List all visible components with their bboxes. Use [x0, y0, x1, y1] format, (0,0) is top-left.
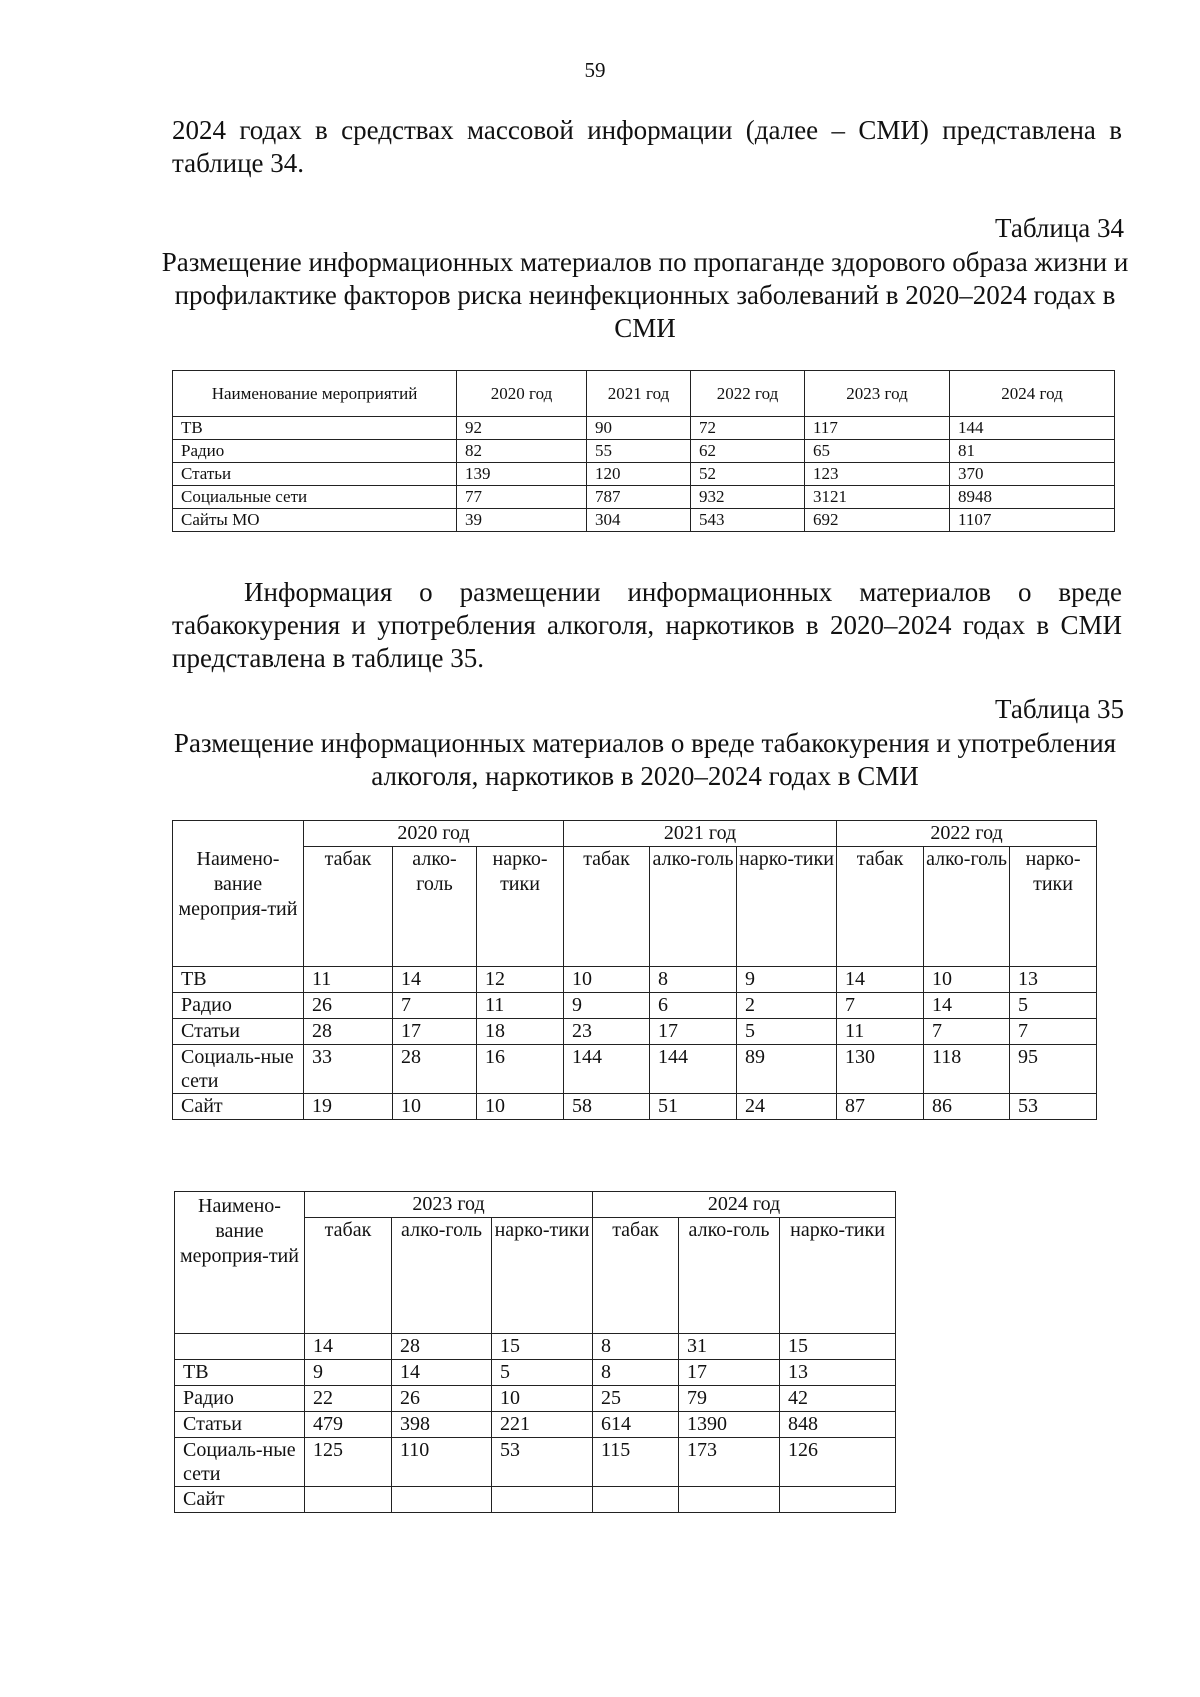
table35-subheader: табак — [564, 847, 650, 967]
table-cell: 9 — [737, 967, 837, 993]
table-cell: Социаль-ные сети — [175, 1438, 305, 1487]
table-cell — [175, 1334, 305, 1360]
table-cell: 10 — [564, 967, 650, 993]
table35-part1 — [172, 820, 1097, 1120]
table-cell: 10 — [477, 1094, 564, 1120]
table-cell: 144 — [650, 1045, 737, 1094]
table-cell: 13 — [1010, 967, 1097, 993]
table-cell: 14 — [392, 1360, 492, 1386]
table-cell: 117 — [805, 417, 950, 440]
table-cell: Радио — [173, 993, 304, 1019]
table-cell: 848 — [780, 1412, 896, 1438]
table-cell: 82 — [457, 440, 587, 463]
table-cell: 53 — [1010, 1094, 1097, 1120]
table-cell: 123 — [805, 463, 950, 486]
table-cell: 26 — [304, 993, 393, 1019]
table-cell — [305, 1487, 392, 1513]
table34-header-row — [173, 371, 1115, 417]
table-cell: 7 — [837, 993, 924, 1019]
table-cell: 72 — [691, 417, 805, 440]
table-cell: 8 — [593, 1334, 679, 1360]
table-cell: 1107 — [950, 509, 1115, 532]
table-cell: 932 — [691, 486, 805, 509]
table-cell: 87 — [837, 1094, 924, 1120]
table35-year-header: 2020 год — [304, 821, 564, 847]
table-cell: 120 — [587, 463, 691, 486]
table-cell: Сайт — [175, 1487, 305, 1513]
table-cell: 15 — [780, 1334, 896, 1360]
table-cell: 11 — [304, 967, 393, 993]
table35-subheader: табак — [305, 1218, 392, 1334]
table35-year-header: 2022 год — [837, 821, 1097, 847]
table35-subheader: алко-голь — [393, 847, 477, 967]
table-cell: 79 — [679, 1386, 780, 1412]
table35-subheader: табак — [837, 847, 924, 967]
table35-subheader: табак — [593, 1218, 679, 1334]
table35-label: Таблица 35 — [995, 694, 1124, 724]
table-cell: 1390 — [679, 1412, 780, 1438]
table34-title: Размещение информационных материалов по пропаганде здорового образа жизни и профилактике факторов риска неинфекционных заболеваний в 2020–2024 годах в СМИ — [161, 247, 1129, 343]
table-cell: 39 — [457, 509, 587, 532]
table-cell: 52 — [691, 463, 805, 486]
table34-label: Таблица 34 — [995, 213, 1124, 243]
table-cell: 125 — [305, 1438, 392, 1487]
table34-header-cell: 2022 год — [691, 371, 805, 417]
table35-subheader-row — [173, 847, 1097, 967]
table-cell: 95 — [1010, 1045, 1097, 1094]
table-cell: 110 — [392, 1438, 492, 1487]
table-cell: 221 — [492, 1412, 593, 1438]
table-cell: ТВ — [175, 1360, 305, 1386]
table35-subheader: алко-голь — [392, 1218, 492, 1334]
table-row — [173, 417, 1115, 440]
table35-title: Размещение информационных материалов о вреде табакокурения и употребления алкоголя, наркотиков в 2020–2024 годах в СМИ — [173, 728, 1117, 791]
table-cell: 28 — [392, 1334, 492, 1360]
table-cell: 126 — [780, 1438, 896, 1487]
table-cell: Сайты МО — [173, 509, 457, 532]
table-cell: 51 — [650, 1094, 737, 1120]
table34-header-cell: 2024 год — [950, 371, 1115, 417]
table-row — [173, 440, 1115, 463]
table35-year-header: 2021 год — [564, 821, 837, 847]
table-cell: 7 — [1010, 1019, 1097, 1045]
table-cell: 58 — [564, 1094, 650, 1120]
middle-paragraph: Информация о размещении информационных материалов о вреде табакокурения и употребления алкоголя, наркотиков в 2020–2024 годах в СМИ представлена в таблице 35. — [172, 577, 1122, 673]
table-cell: 55 — [587, 440, 691, 463]
table-cell: 25 — [593, 1386, 679, 1412]
table35-subheader: нарко-тики — [1010, 847, 1097, 967]
table-cell — [492, 1487, 593, 1513]
table-row — [173, 1045, 1097, 1094]
table35-subheader: табак — [304, 847, 393, 967]
table35-year-header: 2024 год — [593, 1192, 896, 1218]
table-cell: 139 — [457, 463, 587, 486]
table-cell: 370 — [950, 463, 1115, 486]
table-cell: 33 — [304, 1045, 393, 1094]
table-cell: 2 — [737, 993, 837, 1019]
table-cell — [780, 1487, 896, 1513]
table-cell: 11 — [477, 993, 564, 1019]
page-number: 59 — [584, 58, 606, 82]
table-cell: 22 — [305, 1386, 392, 1412]
table-cell: 5 — [737, 1019, 837, 1045]
table-row — [175, 1386, 896, 1412]
table-cell: 81 — [950, 440, 1115, 463]
table-cell: 10 — [924, 967, 1010, 993]
table-cell: 9 — [305, 1360, 392, 1386]
table34 — [172, 370, 1115, 532]
table-cell — [392, 1487, 492, 1513]
table35-part2 — [174, 1191, 896, 1513]
table-cell: 14 — [837, 967, 924, 993]
table-cell: 8 — [650, 967, 737, 993]
table-cell: 89 — [737, 1045, 837, 1094]
table-cell: 23 — [564, 1019, 650, 1045]
table-row — [173, 486, 1115, 509]
table-cell — [679, 1487, 780, 1513]
table35-name-header: Наимено-вание мероприя-тий — [175, 1192, 305, 1334]
table-cell: 398 — [392, 1412, 492, 1438]
table-cell: 173 — [679, 1438, 780, 1487]
table-cell: 65 — [805, 440, 950, 463]
table-cell: Радио — [175, 1386, 305, 1412]
table-cell: 17 — [393, 1019, 477, 1045]
table-row — [175, 1412, 896, 1438]
table-cell: 26 — [392, 1386, 492, 1412]
table-cell: 19 — [304, 1094, 393, 1120]
table-cell: 14 — [305, 1334, 392, 1360]
table-cell: 543 — [691, 509, 805, 532]
table35-subheader: алко-голь — [650, 847, 737, 967]
table-cell: 5 — [1010, 993, 1097, 1019]
table-cell — [593, 1487, 679, 1513]
table-cell: 7 — [393, 993, 477, 1019]
table-cell: 86 — [924, 1094, 1010, 1120]
table-cell: 12 — [477, 967, 564, 993]
table-cell: 10 — [492, 1386, 593, 1412]
table-row — [173, 1019, 1097, 1045]
table-cell: 479 — [305, 1412, 392, 1438]
table-row — [175, 1438, 896, 1487]
table-cell: 7 — [924, 1019, 1010, 1045]
table-cell: 14 — [393, 967, 477, 993]
table-cell: 28 — [304, 1019, 393, 1045]
table-cell: Радио — [173, 440, 457, 463]
table-cell: 92 — [457, 417, 587, 440]
table-cell: 77 — [457, 486, 587, 509]
table-cell: 15 — [492, 1334, 593, 1360]
table-cell: 24 — [737, 1094, 837, 1120]
table-cell: Статьи — [173, 1019, 304, 1045]
table-cell: 11 — [837, 1019, 924, 1045]
table-cell: 28 — [393, 1045, 477, 1094]
table34-header-cell: 2020 год — [457, 371, 587, 417]
table-cell: ТВ — [173, 417, 457, 440]
table-row — [173, 1094, 1097, 1120]
table-row — [175, 1487, 896, 1513]
table-cell: 3121 — [805, 486, 950, 509]
table35-subheader: нарко-тики — [477, 847, 564, 967]
table-cell: 8 — [593, 1360, 679, 1386]
table-row — [173, 463, 1115, 486]
table35-subheader: нарко-тики — [780, 1218, 896, 1334]
table-cell: 144 — [950, 417, 1115, 440]
table35-subheader: нарко-тики — [737, 847, 837, 967]
table-cell: 90 — [587, 417, 691, 440]
table-cell: Социаль-ные сети — [173, 1045, 304, 1094]
table-cell: 31 — [679, 1334, 780, 1360]
table-cell: 787 — [587, 486, 691, 509]
table-cell: 614 — [593, 1412, 679, 1438]
table35-year-header: 2023 год — [305, 1192, 593, 1218]
table-cell: 14 — [924, 993, 1010, 1019]
table-cell: 8948 — [950, 486, 1115, 509]
table34-header-cell: Наименование мероприятий — [173, 371, 457, 417]
table-row — [173, 509, 1115, 532]
table-cell: Социальные сети — [173, 486, 457, 509]
table-cell: 118 — [924, 1045, 1010, 1094]
table-cell: Статьи — [173, 463, 457, 486]
table-row — [175, 1360, 896, 1386]
table-cell: 10 — [393, 1094, 477, 1120]
table-cell: 42 — [780, 1386, 896, 1412]
table-cell: Сайт — [173, 1094, 304, 1120]
table-cell: ТВ — [173, 967, 304, 993]
table-cell: 16 — [477, 1045, 564, 1094]
table-cell: 18 — [477, 1019, 564, 1045]
intro-paragraph: 2024 годах в средствах массовой информации (далее – СМИ) представлена в таблице 34. — [172, 115, 1122, 178]
table35-subheader: алко-голь — [679, 1218, 780, 1334]
table-cell: 115 — [593, 1438, 679, 1487]
table35-subheader: алко-голь — [924, 847, 1010, 967]
table34-header-cell: 2023 год — [805, 371, 950, 417]
table-cell: 304 — [587, 509, 691, 532]
table35-name-header: Наимено-вание мероприя-тий — [173, 821, 304, 967]
table-cell: 9 — [564, 993, 650, 1019]
table-cell: 692 — [805, 509, 950, 532]
table35-subheader: нарко-тики — [492, 1218, 593, 1334]
table-cell: 5 — [492, 1360, 593, 1386]
table-row — [173, 993, 1097, 1019]
table-cell: Статьи — [175, 1412, 305, 1438]
table-cell: 130 — [837, 1045, 924, 1094]
table-cell: 53 — [492, 1438, 593, 1487]
table-cell: 144 — [564, 1045, 650, 1094]
table-row — [175, 1334, 896, 1360]
table-cell: 62 — [691, 440, 805, 463]
table-cell: 13 — [780, 1360, 896, 1386]
table-cell: 17 — [650, 1019, 737, 1045]
table-row — [173, 967, 1097, 993]
table34-header-cell: 2021 год — [587, 371, 691, 417]
table-cell: 17 — [679, 1360, 780, 1386]
table-cell: 6 — [650, 993, 737, 1019]
